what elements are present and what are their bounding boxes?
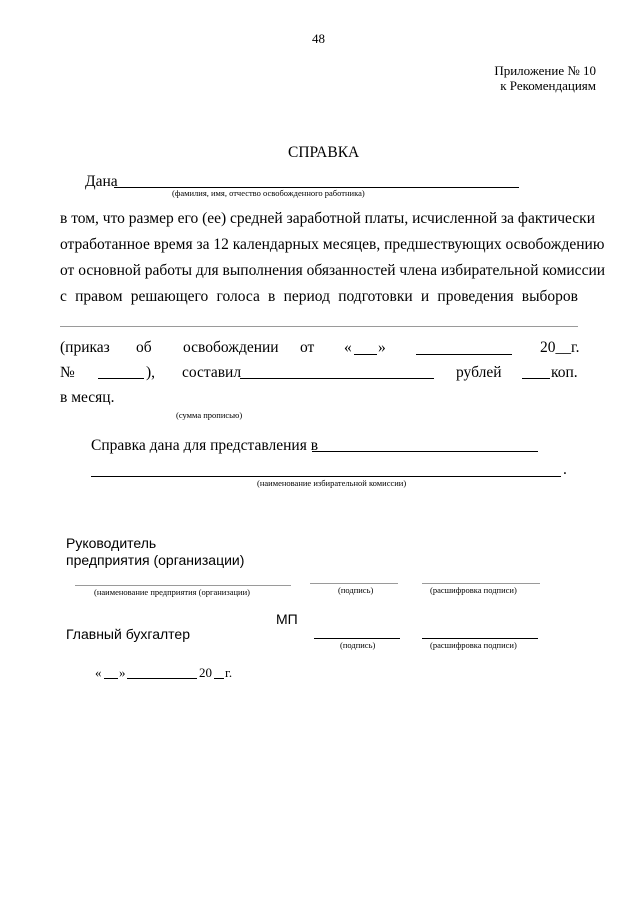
per-month-text: в месяц. [60, 389, 115, 406]
paragraph-line-1 [60, 210, 595, 228]
order-word-3: освобождении [183, 339, 279, 356]
head-decoding-field[interactable] [422, 583, 540, 584]
date-open-quote: « [95, 665, 102, 680]
page-number: 48 [312, 31, 325, 46]
head-title-line-1: Руководитель [66, 535, 157, 551]
rubles-amount-field[interactable] [240, 378, 434, 379]
order-month-field[interactable] [416, 354, 512, 355]
paragraph-text-4: с правом решающего голоса в период подготовки и проведения выборов [60, 288, 578, 305]
accountant-decoding-field[interactable] [422, 638, 538, 639]
appendix-line-1: Приложение № 10 [494, 63, 596, 78]
order-day-field[interactable] [354, 354, 377, 355]
paragraph-text-1: в том, что размер его (ее) средней заработной платы, исчисленной за фактически [60, 210, 595, 227]
paragraph-line-3 [60, 262, 606, 280]
paragraph-text-3: от основной работы для выполнения обязанностей члена избирательной комиссии [60, 262, 606, 279]
date-close-quote: » [119, 665, 126, 680]
commission-name-caption: (наименование избирательной комиссии) [257, 478, 407, 488]
commission-name-field[interactable] [91, 476, 561, 477]
kopecks-field[interactable] [522, 378, 550, 379]
date-year: 20 [199, 665, 212, 680]
accountant-decoding-caption: (расшифровка подписи) [430, 640, 517, 650]
appendix-header [494, 63, 596, 94]
date-day-field[interactable] [104, 678, 118, 679]
presentation-label: Справка дана для представления в [91, 437, 319, 454]
paragraph-line-2 [60, 236, 605, 254]
stamp-placeholder: МП [276, 611, 298, 627]
order-word-2: об [136, 339, 152, 356]
order-number-sign: № [60, 364, 75, 381]
presentation-end-dot: . [563, 461, 567, 478]
order-number-field[interactable] [98, 378, 144, 379]
date-year-field[interactable] [214, 678, 224, 679]
sum-in-words-caption: (сумма прописью) [176, 410, 243, 420]
paragraph-text-2: отработанное время за 12 календарных месяцев, предшествующих освобождению [60, 236, 605, 253]
separator-rule [60, 326, 578, 327]
order-word-4: от [300, 339, 315, 356]
document-title: СПРАВКА [288, 144, 360, 161]
order-date-close-quote: » [378, 339, 386, 356]
head-decoding-caption: (расшифровка подписи) [430, 585, 517, 595]
org-name-caption: (наименование предприятия (организации) [94, 587, 250, 597]
appendix-line-2: к Рекомендациям [500, 78, 596, 93]
head-signature-caption: (подпись) [338, 585, 374, 595]
kopecks-label: коп. [551, 364, 578, 381]
presentation-target-field[interactable] [312, 451, 538, 452]
head-title-line-2: предприятия (организации) [66, 552, 245, 568]
order-word-1: (приказ [60, 339, 110, 356]
date-year-suffix: г. [225, 665, 233, 680]
paragraph-line-4 [60, 288, 578, 306]
accountant-title: Главный бухгалтер [66, 626, 190, 642]
org-name-field[interactable] [75, 585, 291, 586]
accountant-signature-caption: (подпись) [340, 640, 376, 650]
issued-to-caption: (фамилия, имя, отчество освобожденного работника) [172, 188, 365, 198]
composed-label: составил [182, 364, 242, 381]
order-year: 20__г. [540, 339, 580, 356]
issued-to-label: Дана [85, 173, 118, 190]
order-date-open-quote: « [344, 339, 352, 356]
head-signature-field[interactable] [310, 583, 398, 584]
accountant-signature-field[interactable] [314, 638, 400, 639]
date-month-field[interactable] [127, 678, 197, 679]
order-close-paren: ), [146, 364, 156, 381]
rubles-label: рублей [456, 364, 502, 381]
